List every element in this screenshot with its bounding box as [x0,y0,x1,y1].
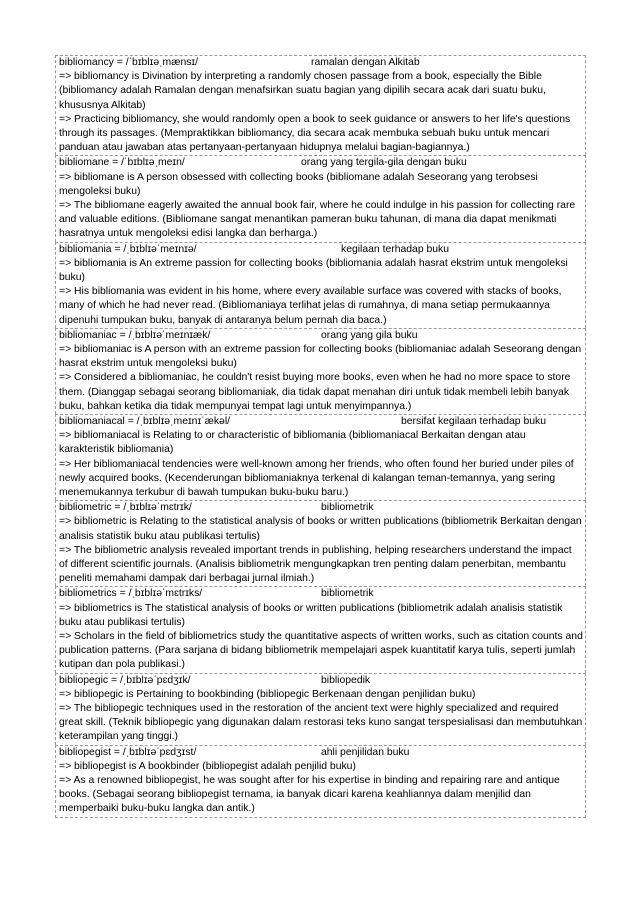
example: => The bibliopegic techniques used in the restoration of the ancient text were highly specialized and required great skill. (Teknik bibliopegic yang digunakan dalam restorasi teks kuno sangat terspesialisasi dan membutuhkan keterampilan yang tinggi.) [59,703,583,743]
headword-pronunciation: bibliomania = /ˌbɪblɪəˈmeɪnɪə/ [59,243,197,255]
meaning: bibliopedik [321,674,371,686]
entry-bibliometric [55,500,586,586]
entry-header [59,156,583,170]
entry-header [59,587,583,601]
entry-bibliomaniac [55,328,586,414]
example: => The bibliomane eagerly awaited the annual book fair, where he could indulge in his passion for collecting rare and valuable editions. (Bibliomane sangat menantikan pameran buku tahunan, di mana dia dapat menikmati hasratnya untuk mengoleksi edisi langka dan berharga.) [59,200,576,240]
meaning: ahli penjilidan buku [321,746,410,758]
entry-bibliomane [55,155,586,241]
definition: => bibliomania is An extreme passion for collecting books (bibliomania adalah hasrat ekstrim untuk mengoleksi buku) [59,257,568,283]
definition: => bibliopegic is Pertaining to bookbinding (bibliopegic Berkenaan dengan penjilidan buku) [59,688,476,700]
entry-bibliopegic [55,673,586,745]
meaning: bersifat kegilaan terhadap buku [401,416,546,428]
entry-bibliomaniacal [55,414,586,500]
entry-header [59,501,583,515]
headword-pronunciation: bibliomancy = /ˈbɪblɪəˌmænsɪ/ [59,57,199,68]
headword-pronunciation: bibliomane = /ˈbɪblɪəˌmeɪn/ [59,157,185,169]
entry-bibliopegist [55,745,586,818]
headword-pronunciation: bibliometrics = /ˌbɪblɪəˈmɛtrɪks/ [59,588,203,600]
example: => Practicing bibliomancy, she would randomly open a book to seek guidance or answers to her life's questions through its passages. (Mempraktikkan bibliomancy, dia secara acak membuka sebuah buku untuk mencari panduan atau jawaban atas pertanyaan-pertanyaan hidupnya melalui bagian-bagiannya.) [59,113,571,154]
entry-header [59,56,583,70]
meaning: ramalan dengan Alkitab [311,57,420,68]
meaning: orang yang gila buku [321,329,418,341]
vocabulary-sheet [55,55,586,818]
definition: => bibliomaniacal is Relating to or characteristic of bibliomania (bibliomaniacal Berkaitan dengan atau karakteristik bibliomania) [59,430,526,456]
example: => Considered a bibliomaniac, he couldn't resist buying more books, even when he had no more space to store them. (Dianggap sebagai seorang bibliomaniak, dia tidak dapat menahan diri untuk tidak membeli lebih banyak buku, bahkan ketika dia tidak mempunyai tempat lagi untuk menyimpannya.) [59,372,571,412]
example: => Her bibliomaniacal tendencies were well-known among her friends, who often found her buried under piles of newly acquired books. (Kecenderungan bibliomaniaknya terkenal di kalangan teman-temannya, yang sering menemukannya terkubur di bawah tumpukan buku-buku baru.) [59,458,574,499]
definition: => bibliomaniac is A person with an extreme passion for collecting books (bibliomaniac adalah Seseorang dengan hasrat ekstrim untuk mengoleksi buku) [59,344,582,370]
definition: => bibliomane is A person obsessed with collecting books (bibliomane adalah Seseorang yang terobsesi mengoleksi buku) [59,171,538,197]
entry-bibliomania [55,242,586,328]
entry-bibliometrics [55,586,586,672]
example: => As a renowned bibliopegist, he was sought after for his expertise in binding and repairing rare and antique books. (Sebagai seorang bibliopegist ternama, ia banyak dicari karena keahliannya dalam menjilid dan memperbaiki buku-buku langka dan antik.) [59,775,560,815]
entry-header [59,674,583,688]
entry-header [59,415,583,429]
meaning: kegilaan terhadap buku [341,243,450,255]
definition: => bibliomancy is Divination by interpreting a randomly chosen passage from a book, especially the Bible (bibliomancy adalah Ramalan dengan menafsirkan suatu bagian yang dipilih secara acak dari suatu buku, khususnya Alkitab) [59,71,546,111]
headword-pronunciation: bibliomaniac = /ˌbɪblɪəˈmeɪnɪæk/ [59,329,211,341]
example: => His bibliomania was evident in his home, where every available surface was covered with stacks of books, many of which he had never read. (Bibliomaniaya terlihat jelas di rumahnya, di mana setiap permukaannya dipenuhi tumpukan buku, banyak di antaranya belum pernah dia baca.) [59,286,562,326]
definition: => bibliometrics is The statistical analysis of books or written publications (bibliometrik adalah analisis statistik buku atau publikasi tertulis) [59,602,563,628]
example: => Scholars in the field of bibliometrics study the quantitative aspects of written works, such as citation counts and publication patterns. (Para sarjana di bidang bibliometrik mempelajari aspek kuantitatif karya tulis, seperti jumlah kutipan dan pola publikasi.) [59,631,583,671]
meaning: orang yang tergila-gila dengan buku [301,157,467,169]
entry-header [59,329,583,343]
definition: => bibliometric is Relating to the statistical analysis of books or written publications (bibliometrik Berkaitan dengan analisis statistik buku atau publikasi tertulis) [59,516,582,542]
meaning: bibliometrik [321,588,374,600]
example: => The bibliometric analysis revealed important trends in publishing, helping researchers understand the impact of different scientific journals. (Analisis bibliometrik mengungkapkan tren penting dalam penerbitan, membantu peneliti memahami dampak dari berbagai jurnal ilmiah.) [59,544,572,585]
headword-pronunciation: bibliopegic = /ˌbɪblɪəˈpɛdʒɪk/ [59,674,191,686]
headword-pronunciation: bibliometric = /ˌbɪblɪəˈmɛtrɪk/ [59,502,192,514]
headword-pronunciation: bibliopegist = /ˌbɪblɪəˈpɛdʒɪst/ [59,746,197,758]
meaning: bibliometrik [321,502,374,514]
entry-bibliomancy [55,55,586,155]
headword-pronunciation: bibliomaniacal = /ˌbɪblɪəˌmeɪnɪˈækəl/ [59,416,231,428]
definition: => bibliopegist is A bookbinder (bibliopegist adalah penjilid buku) [59,760,356,772]
entry-header [59,746,583,760]
entry-header [59,243,583,257]
